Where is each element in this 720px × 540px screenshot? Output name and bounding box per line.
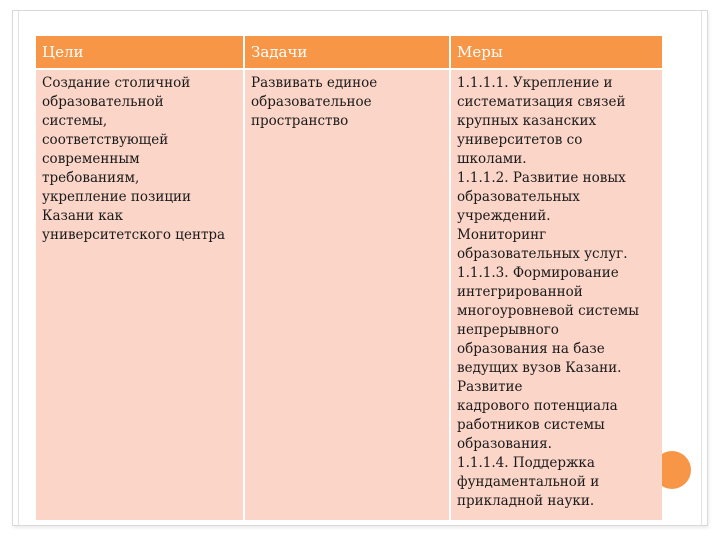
goals-tasks-measures-table (36, 36, 662, 520)
header-tasks: Задачи (244, 36, 450, 69)
header-measures: Меры (450, 36, 662, 69)
frame-line-right (701, 11, 702, 525)
cell-goals: Создание столичной образовательной системы, соответствующей современным требованиям, укрепление позиции Казани как университетского центра (36, 69, 244, 520)
cell-measures: 1.1.1.1. Укрепление и систематизация связей крупных казанских университетов со школами. 1.1.1.2. Развитие новых образовательных учреждений. Мониторинг образовательных услуг. 1.1.1.3. Формирование интегрированной многоуровневой системы непрерывного образования на базе ведущих вузов Казани. Развитие кадрового потенциала работников системы образования. 1.1.1.4. Поддержка фундаментальной и прикладной науки. (450, 69, 662, 520)
table-header-row (36, 36, 662, 69)
cell-tasks: Развивать единое образовательное пространство (244, 69, 450, 520)
frame-line-left (18, 11, 19, 525)
header-goals: Цели (36, 36, 244, 69)
table-row (36, 69, 662, 520)
